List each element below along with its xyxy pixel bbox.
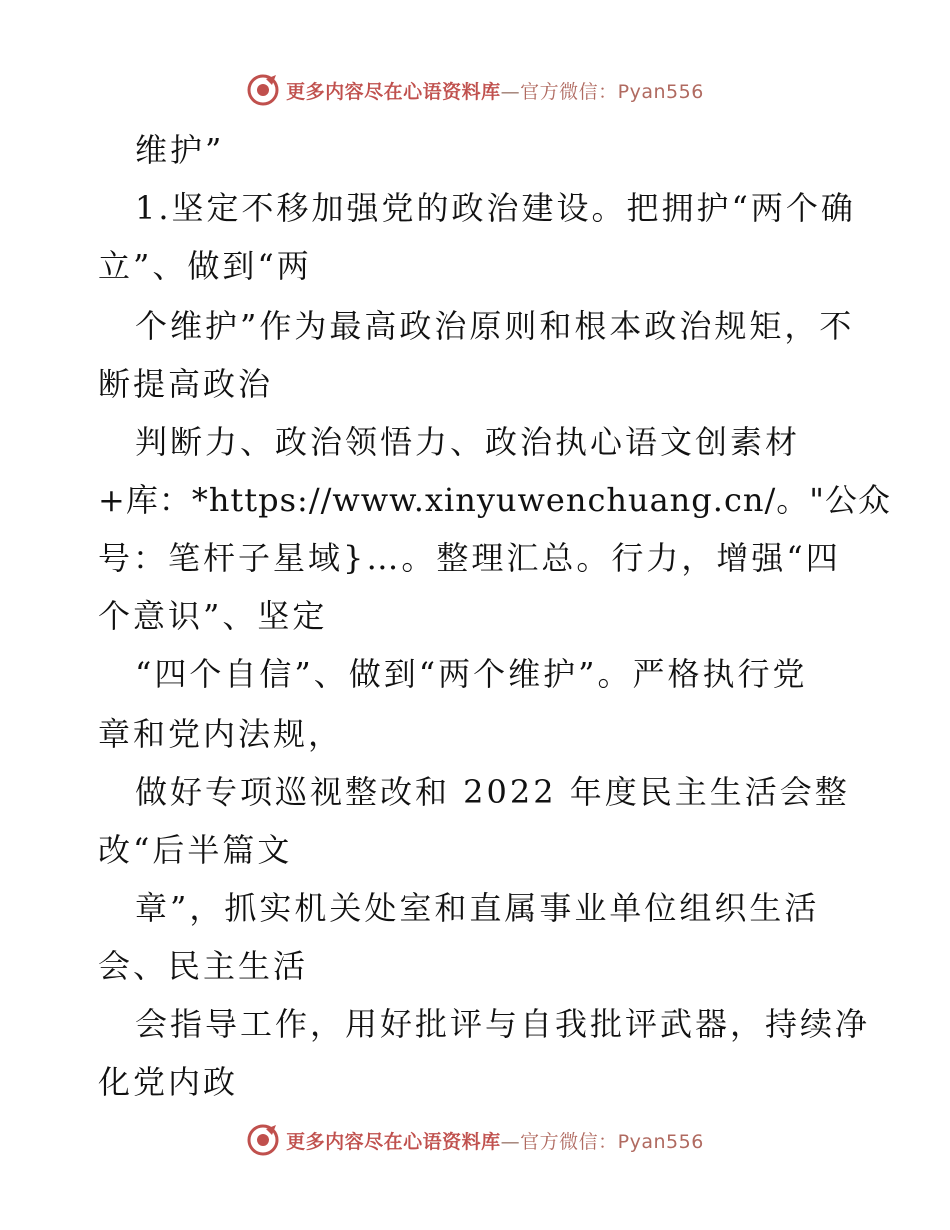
footer-text-main: 更多内容尽在心语资料库 bbox=[286, 1130, 501, 1153]
header-text bbox=[286, 77, 704, 104]
text-line: 立”、做到“两 bbox=[98, 247, 312, 285]
text-line: 章和党内法规， bbox=[98, 715, 344, 753]
text-line: 个维护”作为最高政治原则和根本政治规矩，不 bbox=[135, 307, 855, 345]
text-line: “四个自信”、做到“两个维护”。严格执行党 bbox=[135, 655, 808, 693]
logo-icon bbox=[246, 1123, 280, 1157]
text-line: 1.坚定不移加强党的政治建设。把拥护“两个确 bbox=[135, 189, 856, 227]
footer-text bbox=[286, 1127, 704, 1154]
header-banner bbox=[0, 70, 950, 110]
logo-icon bbox=[246, 73, 280, 107]
text-line: 做好专项巡视整改和 2022 年度民主生活会整 bbox=[135, 773, 850, 811]
text-line: 会、民主生活 bbox=[98, 947, 309, 985]
text-line: 判断力、政治领悟力、政治执心语文创素材 bbox=[135, 423, 801, 461]
text-line: 号：笔杆子星域}…。整理汇总。行力，增强“四 bbox=[98, 539, 841, 577]
text-line: 改“后半篇文 bbox=[98, 831, 293, 869]
text-line: +库：*https://www.xinyuwenchuang.cn/。"公众 bbox=[98, 481, 891, 519]
text-line: 会指导工作，用好批评与自我批评武器，持续净 bbox=[135, 1005, 871, 1043]
text-line: 断提高政治 bbox=[98, 365, 274, 403]
text-line: 化党内政 bbox=[98, 1063, 239, 1101]
text-line: 维护” bbox=[135, 131, 225, 169]
text-line: 章”，抓实机关处室和直属事业单位组织生活 bbox=[135, 889, 820, 927]
header-wechat: 官方微信：Pyan556 bbox=[520, 80, 704, 103]
header-text-main: 更多内容尽在心语资料库 bbox=[286, 80, 501, 103]
header-dash: — bbox=[500, 80, 521, 103]
footer-banner bbox=[0, 1120, 950, 1160]
text-line: 个意识”、坚定 bbox=[98, 597, 328, 635]
footer-dash: — bbox=[500, 1130, 521, 1153]
footer-wechat: 官方微信：Pyan556 bbox=[520, 1130, 704, 1153]
